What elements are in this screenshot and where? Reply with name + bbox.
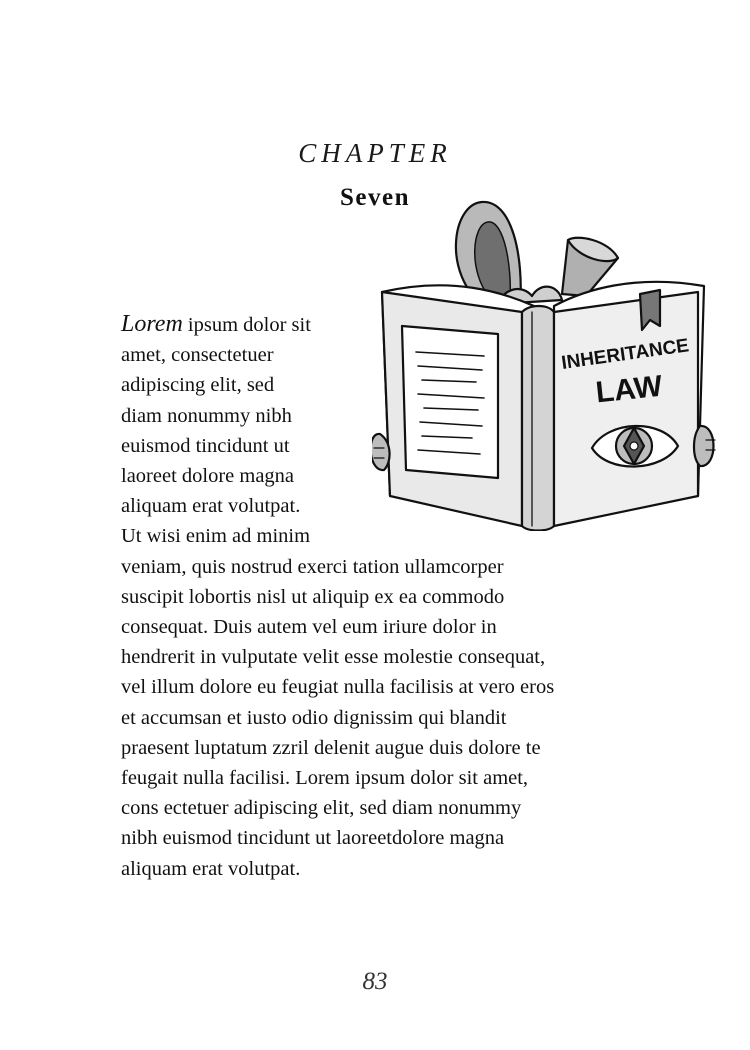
body-line: hendrerit in vulputate velit esse molestie consequat, [121, 646, 546, 669]
body-line: aliquam erat volutpat. [121, 857, 301, 880]
body-line: amet, consectetuer [121, 344, 274, 367]
body-line: praesent luptatum zzril delenit augue duis dolore te [121, 736, 541, 759]
book-title-line2: LAW [594, 369, 664, 410]
body-line: aliquam erat volutpat. [121, 495, 301, 518]
body-line: veniam, quis nostrud exerci tation ullamcorper [121, 555, 504, 578]
page-number: 83 [362, 968, 388, 995]
first-line-rest: ipsum dolor sit [182, 314, 311, 336]
body-line: euismod tincidunt ut [121, 434, 290, 457]
body-line: nibh euismod tincidunt ut laoreetdolore magna [121, 827, 505, 850]
chapter-number: Seven [340, 184, 410, 211]
body-line: consequat. Duis autem vel eum iriure dolor in [121, 616, 497, 639]
body-line: feugait nulla facilisi. Lorem ipsum dolor sit amet, [121, 767, 529, 790]
body-line: Ut wisi enim ad minim [121, 525, 311, 548]
chapter-label: CHAPTER [298, 138, 452, 168]
body-line [121, 309, 641, 340]
chapter-body-text [121, 309, 641, 884]
body-line: cons ectetuer adipiscing elit, sed diam nonummy [121, 797, 522, 820]
body-line: et accumsan et iusto odio dignissim qui blandit [121, 706, 507, 729]
body-line: suscipit lobortis nisl ut aliquip ex ea commodo [121, 585, 505, 608]
lead-word: Lorem [121, 311, 183, 337]
body-line: diam nonummy nibh [121, 404, 292, 427]
body-line: laoreet dolore magna [121, 465, 295, 488]
book-title-line1: INHERITANCE [560, 335, 691, 374]
body-line: vel illum dolore eu feugiat nulla facilisis at vero eros [121, 676, 555, 699]
body-line: adipiscing elit, sed [121, 374, 275, 397]
